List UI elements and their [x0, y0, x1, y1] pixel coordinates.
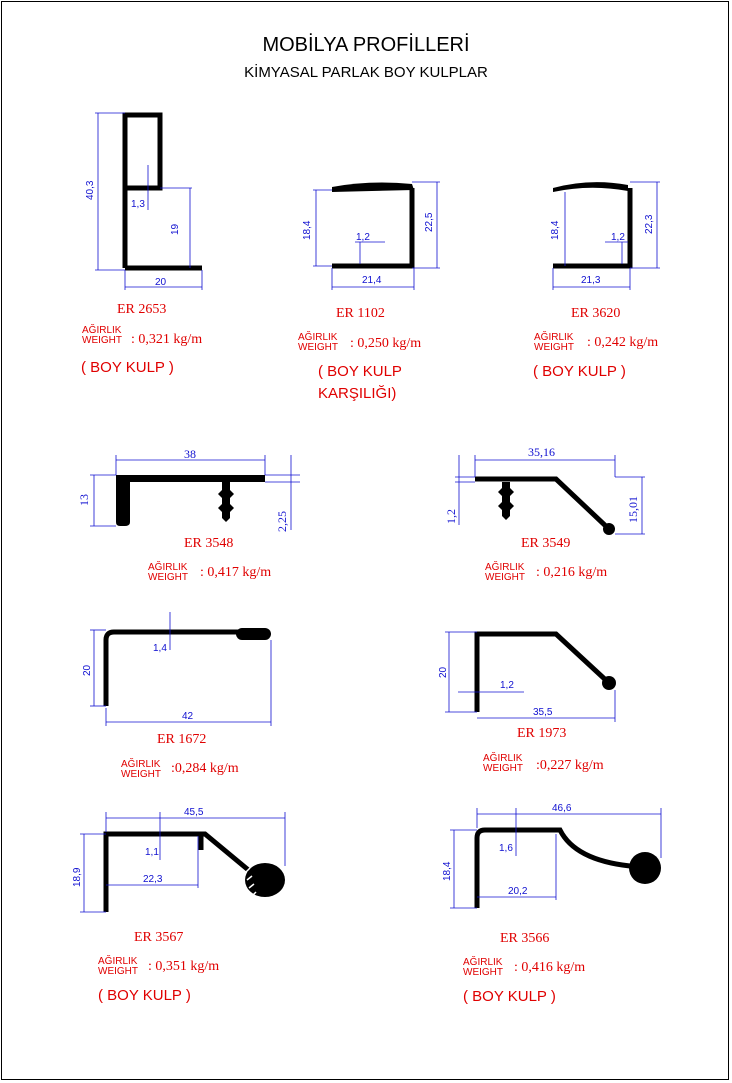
page-subtitle: KİMYASAL PARLAK BOY KULPLAR [244, 64, 488, 81]
weight-label: AĞIRLIK WEIGHT [534, 332, 574, 353]
weight-value: : 0,351 kg/m [148, 959, 220, 974]
dim-label: 22,3 [644, 214, 655, 234]
dim-label: 1,6 [499, 843, 513, 854]
weight-value: : 0,250 kg/m [350, 336, 422, 351]
dim-label: 35,5 [533, 707, 553, 718]
weight-value: : 0,242 kg/m [587, 335, 659, 350]
weight-label: AĞIRLIK WEIGHT [298, 332, 338, 353]
dim-label: 18,4 [550, 220, 561, 240]
dim-label: 1,2 [356, 232, 370, 243]
dim-label: 1,1 [145, 847, 159, 858]
weight-value: :0,284 kg/m [171, 761, 239, 776]
profile-code: ER 1672 [157, 732, 207, 747]
profile-note: KARŞILIĞI) [318, 385, 397, 402]
dim-label: 2,25 [275, 511, 289, 532]
weight-value: : 0,416 kg/m [514, 960, 586, 975]
profile-code: ER 1973 [517, 726, 567, 741]
profile-er2653-drawing [85, 113, 202, 290]
dim-label: 22,3 [143, 874, 163, 885]
profile-er3566-drawing [442, 803, 661, 908]
dim-label: 18,9 [72, 867, 83, 887]
dim-label: 22,5 [424, 212, 435, 232]
profile-code: ER 1102 [336, 306, 385, 321]
weight-value: : 0,417 kg/m [200, 565, 272, 580]
dim-label: 18,4 [442, 861, 453, 881]
profile-note: ( BOY KULP ) [98, 987, 191, 1004]
dim-label: 45,5 [184, 807, 204, 818]
profile-er3567-drawing [72, 807, 285, 912]
dim-label: 42 [182, 711, 194, 722]
dim-label: 35,16 [528, 445, 555, 459]
weight-label: AĞIRLIK WEIGHT [463, 957, 503, 978]
dim-label: 38 [184, 447, 196, 461]
weight-label: AĞIRLIK WEIGHT [82, 325, 122, 346]
weight-value: :0,227 kg/m [536, 758, 604, 773]
dim-label: 13 [77, 494, 91, 506]
dim-label: 46,6 [552, 803, 572, 814]
weight-label: AĞIRLIK WEIGHT [485, 562, 525, 583]
dim-label: 1,2 [500, 680, 514, 691]
profile-er3620-drawing [550, 182, 660, 290]
dim-label: 40,3 [85, 180, 96, 200]
dim-label: 21,4 [362, 275, 382, 286]
profile-code: ER 2653 [117, 302, 167, 317]
weight-label: AĞIRLIK WEIGHT [121, 759, 161, 780]
profile-code: ER 3620 [571, 306, 621, 321]
profile-note: ( BOY KULP ) [533, 363, 626, 380]
weight-value: : 0,321 kg/m [131, 332, 203, 347]
dim-label: 20,2 [508, 886, 528, 897]
profile-note: ( BOY KULP [318, 363, 402, 380]
dim-label: 20 [82, 664, 93, 676]
profile-code: ER 3567 [134, 930, 184, 945]
profile-er1672-drawing [82, 612, 271, 726]
profile-er1973-drawing [438, 632, 616, 722]
dim-label: 18,4 [302, 220, 313, 240]
profile-note: ( BOY KULP ) [463, 988, 556, 1005]
profile-er3549-drawing [444, 445, 645, 535]
profile-code: ER 3549 [521, 536, 571, 551]
dim-label: 15,01 [626, 496, 640, 523]
profile-er1102-drawing [302, 182, 440, 290]
dim-label: 1,3 [131, 199, 145, 210]
weight-value: : 0,216 kg/m [536, 565, 608, 580]
dim-label: 20 [155, 277, 167, 288]
dim-label: 19 [170, 223, 181, 235]
page-title: MOBİLYA PROFİLLERİ [262, 34, 470, 56]
dim-label: 20 [438, 666, 449, 678]
dim-label: 1,4 [153, 643, 167, 654]
weight-label: AĞIRLIK WEIGHT [148, 562, 188, 583]
profile-code: ER 3566 [500, 931, 550, 946]
dim-label: 21,3 [581, 275, 601, 286]
dim-label: 1,2 [611, 232, 625, 243]
profile-er3548-drawing [77, 447, 300, 532]
profile-note: ( BOY KULP ) [81, 359, 174, 376]
weight-label: AĞIRLIK WEIGHT [483, 753, 523, 774]
weight-label: AĞIRLIK WEIGHT [98, 956, 138, 977]
dim-label: 1,2 [444, 509, 458, 524]
profile-code: ER 3548 [184, 536, 234, 551]
